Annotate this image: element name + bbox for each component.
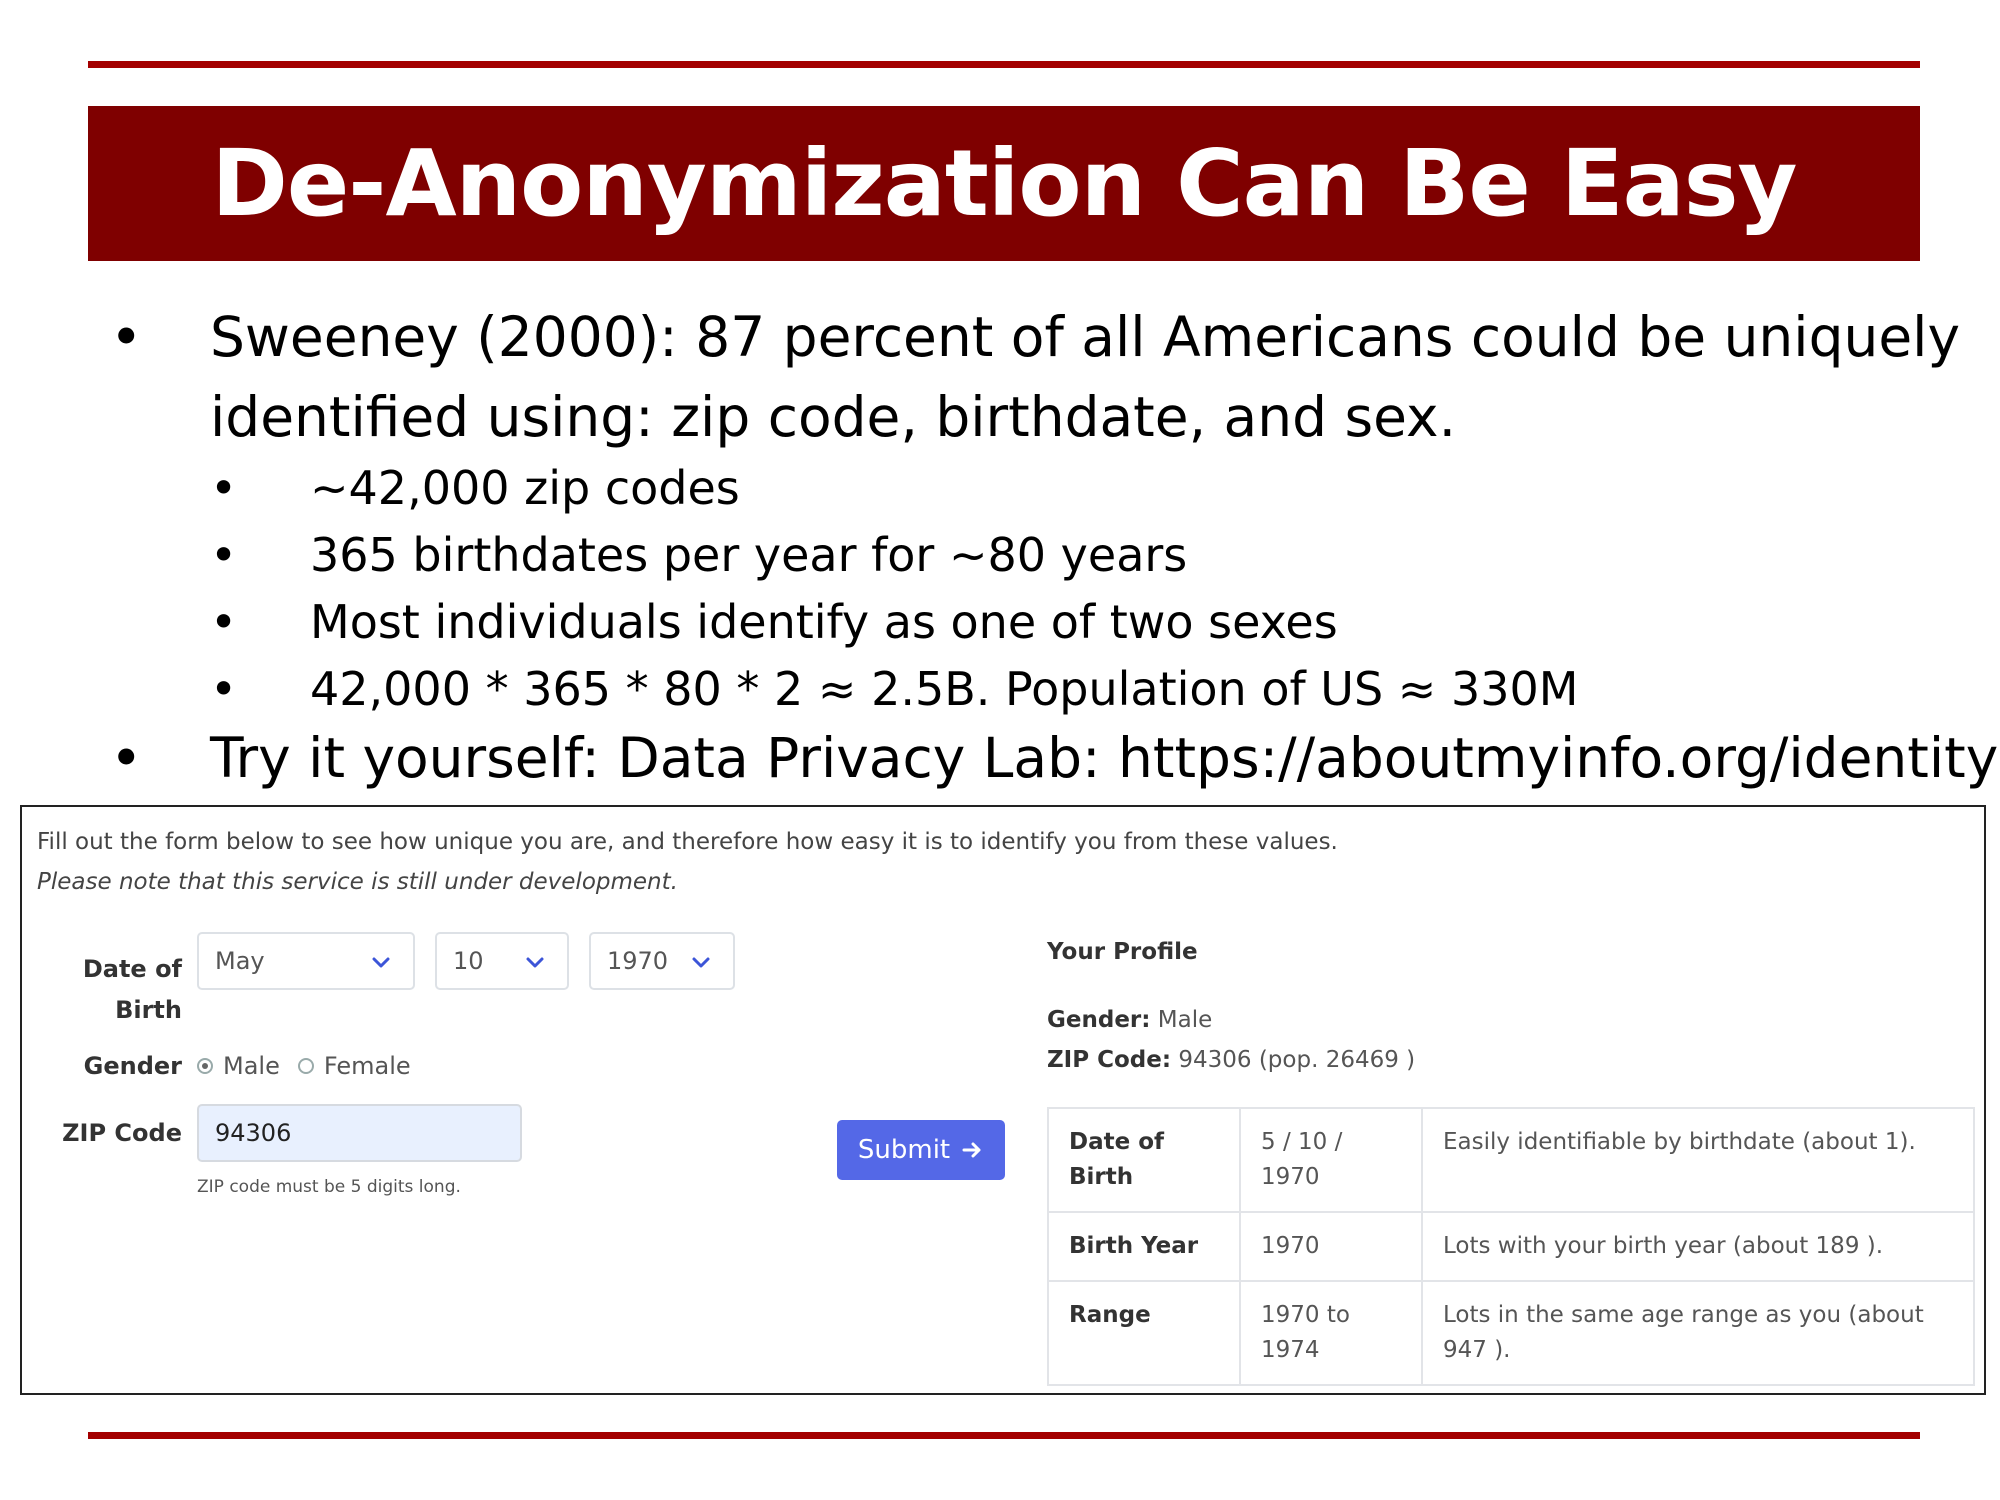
table-row <box>1048 1108 1974 1212</box>
year-select[interactable] <box>589 932 735 990</box>
row-label: Range <box>1048 1281 1240 1385</box>
form-intro: Fill out the form below to see how unique you are, and therefore how easy it is to identify you from these values. <box>37 829 1338 855</box>
profile-zip: ZIP Code: 94306 (pop. 26469 ) <box>1047 1047 1416 1073</box>
row-label: Birth Year <box>1048 1212 1240 1281</box>
year-value: 1970 <box>607 947 669 975</box>
row-value: 1970 to 1974 <box>1240 1281 1422 1385</box>
gender-radio-group <box>197 1052 411 1080</box>
bullet-text: Sweeney (2000): 87 percent of all Americans could be uniquely identified using: zip code, birthdate, and sex. <box>210 305 1961 449</box>
chevron-down-icon <box>523 950 547 974</box>
male-radio[interactable] <box>197 1058 213 1074</box>
chevron-down-icon <box>369 950 393 974</box>
zip-help-text: ZIP code must be 5 digits long. <box>197 1177 461 1197</box>
slide-title: De-Anonymization Can Be Easy <box>211 130 1797 237</box>
gender-label: Gender <box>83 1052 182 1080</box>
sub-bullet-text: Most individuals identify as one of two sexes <box>310 595 1338 649</box>
sub-bullet-text: 42,000 * 365 * 80 * 2 ≈ 2.5B. Population of US ≈ 330M <box>310 662 1579 716</box>
bottom-rule <box>88 1432 1920 1439</box>
female-radio-label: Female <box>323 1052 411 1080</box>
day-select[interactable] <box>435 932 569 990</box>
month-value: May <box>215 947 265 975</box>
day-value: 10 <box>453 947 484 975</box>
month-select[interactable] <box>197 932 415 990</box>
profile-heading: Your Profile <box>1047 939 1198 965</box>
bullet-icon: • <box>210 461 238 515</box>
profile-results-table <box>1047 1107 1975 1386</box>
bullet-icon: • <box>110 726 143 790</box>
zip-code-input[interactable] <box>197 1104 522 1162</box>
profile-gender: Gender: Male <box>1047 1007 1213 1033</box>
bullet-icon: • <box>210 595 238 649</box>
table-row <box>1048 1281 1974 1385</box>
row-label: Date of Birth <box>1048 1108 1240 1212</box>
identity-form-screenshot <box>20 805 1986 1395</box>
bullet-icon: • <box>210 528 238 582</box>
row-description: Lots with your birth year (about 189 ). <box>1422 1212 1974 1281</box>
row-value: 5 / 10 / 1970 <box>1240 1108 1422 1212</box>
submit-label: Submit <box>857 1135 951 1165</box>
chevron-down-icon <box>689 950 713 974</box>
female-radio[interactable] <box>298 1058 314 1074</box>
dob-label: Date of Birth <box>82 955 182 1024</box>
title-banner <box>88 106 1920 261</box>
male-radio-label: Male <box>223 1052 280 1080</box>
submit-button[interactable] <box>837 1120 1005 1180</box>
row-description: Lots in the same age range as you (about 947 ). <box>1422 1281 1974 1385</box>
sub-bullet-text: ~42,000 zip codes <box>310 461 740 515</box>
table-row <box>1048 1212 1974 1281</box>
row-description: Easily identifiable by birthdate (about 1). <box>1422 1108 1974 1212</box>
arrow-right-icon <box>960 1138 984 1162</box>
form-note: Please note that this service is still under development. <box>37 869 678 895</box>
top-rule <box>88 61 1920 68</box>
bullet-text: Try it yourself: Data Privacy Lab: https://aboutmyinfo.org/identity <box>210 726 1999 790</box>
row-value: 1970 <box>1240 1212 1422 1281</box>
sub-bullet-text: 365 birthdates per year for ~80 years <box>310 528 1188 582</box>
bullet-icon: • <box>210 662 238 716</box>
bullet-icon: • <box>110 305 143 369</box>
zip-label: ZIP Code <box>62 1119 182 1147</box>
